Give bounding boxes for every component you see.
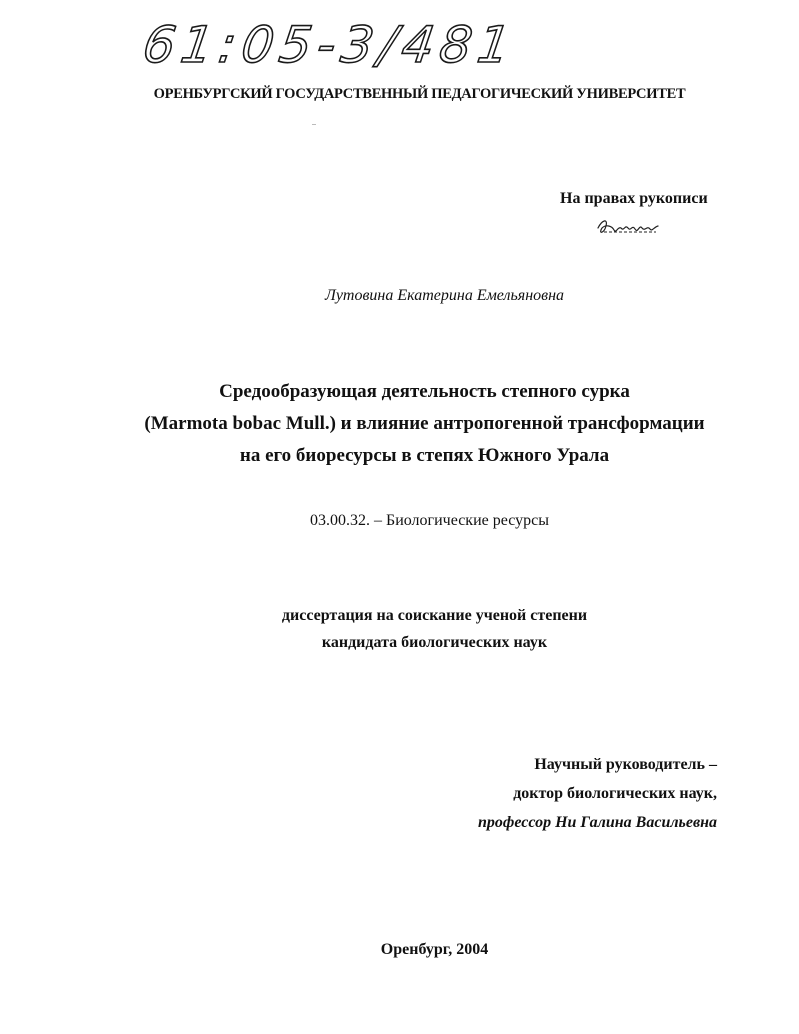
degree-statement (0, 602, 799, 656)
title-line: на его биоресурсы в степях Южного Урала (239, 445, 610, 466)
dissertation-title (0, 376, 799, 472)
university-name: ОРЕНБУРГСКИЙ ГОСУДАРСТВЕННЫЙ ПЕДАГОГИЧЕСКИЙ УНИВЕРСИТЕТ (153, 86, 686, 102)
title-line: (Marmota bobac Mull.) и влияние антропогенной трансформации (144, 413, 705, 434)
author-name: Лутовина Екатерина Емельяновна (324, 287, 565, 304)
scan-speck (312, 124, 316, 125)
supervisor-block (478, 750, 717, 837)
degree-line: диссертация на соискание ученой степени (281, 607, 588, 624)
title-line: Средообразующая деятельность степного сурка (219, 381, 630, 402)
degree-line: кандидата биологических наук (321, 634, 548, 651)
supervisor-degree: доктор биологических наук, (513, 785, 717, 802)
specialty-code: 03.00.32. – Биологические ресурсы (310, 512, 549, 529)
supervisor-name: профессор Ни Галина Васильевна (478, 814, 717, 831)
city-year: Оренбург, 2004 (380, 941, 489, 958)
signature (594, 212, 664, 240)
manuscript-rights: На правах рукописи (560, 190, 708, 207)
supervisor-role: Научный руководитель – (534, 756, 717, 773)
handwritten-archive-code (139, 6, 520, 78)
archive-code-text: 61:05-3/481 (139, 15, 520, 74)
